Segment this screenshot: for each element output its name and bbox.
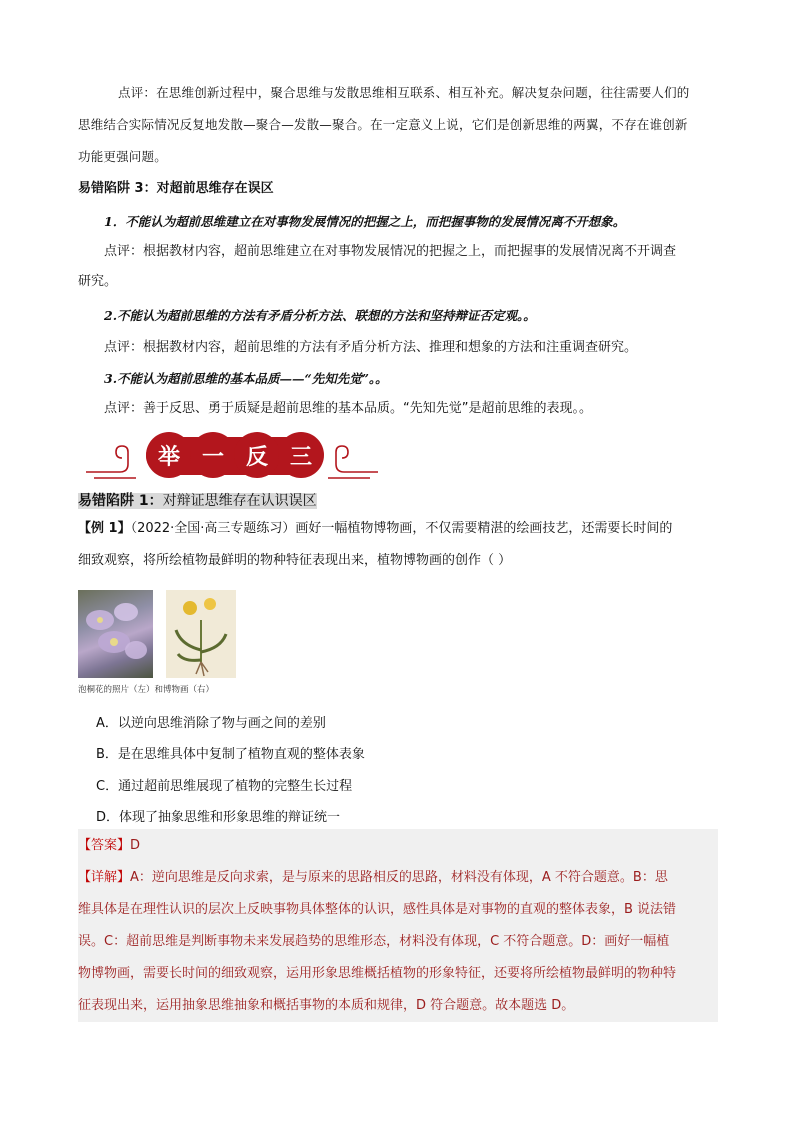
trap3-statement-3: 3.不能认为超前思维的基本品质——“先知先觉”。。 xyxy=(104,371,388,386)
trap3-comment-1a: 点评：根据教材内容，超前思维建立在对事物发展情况的把握之上，而把握事的发展情况离不开调查 xyxy=(104,244,677,259)
trap3-comment-2: 点评：根据教材内容，超前思维的方法有矛盾分析方法、推理和想象的方法和注重调查研究。 xyxy=(104,340,638,355)
option-c: C．通过超前思维展现了植物的完整生长过程 xyxy=(96,779,353,794)
option-a: A．以逆向思维消除了物与画之间的差别 xyxy=(96,716,326,731)
example-line-1-text: （2022·全国·高三专题练习）画好一幅植物博物画，不仅需要精湛的绘画技艺，还需要长时间的 xyxy=(130,521,673,536)
trap3-comment-3: 点评：善于反思、勇于质疑是超前思维的基本品质。“先知先觉”是超前思维的表现。。 xyxy=(104,401,592,416)
intro-line-2: 思维结合实际情况反复地发散—聚合—发散—聚合。在一定意义上说，它们是创新思维的两翼，不存在谁创新 xyxy=(78,117,688,132)
answer-line xyxy=(78,837,718,855)
detail-line-4: 物博物画，需要长时间的细致观察，运用形象思维概括植物的形象特征，还要将所绘植物最鲜明的物种特 xyxy=(78,966,677,981)
example-label: 【例 1】 xyxy=(78,521,131,536)
section-banner xyxy=(84,428,380,488)
trap1-heading xyxy=(78,492,718,510)
detail-line-1-text: A：逆向思维是反向求索，是与原来的思路相反的思路，材料没有体现，A 不符合题意。B：思 xyxy=(130,870,668,885)
intro-line-3: 功能更强问题。 xyxy=(78,149,167,164)
example-line-1 xyxy=(78,520,718,538)
trap1-heading-prefix: 易错陷阱 1： xyxy=(78,493,163,509)
detail-line-5: 征表现出来，运用抽象思维抽象和概括事物的本质和规律，D 符合题意。故本题选 D。 xyxy=(78,998,575,1013)
trap3-heading: 易错陷阱 3：对超前思维存在误区 xyxy=(78,181,274,196)
banner-char-2: 一 xyxy=(190,432,236,478)
answer-box xyxy=(78,829,718,1022)
trap3-statement-2: 2.不能认为超前思维的方法有矛盾分析方法、联想的方法和坚持辩证否定观。。 xyxy=(104,308,536,323)
banner-char-3: 反 xyxy=(234,432,280,478)
banner-char-1: 举 xyxy=(146,432,192,478)
option-d: D．体现了抽象思维和形象思维的辩证统一 xyxy=(96,810,341,825)
detail-line-3: 误。C：超前思维是判断事物未来发展趋势的思维形态，材料没有体现，C 不符合题意。D：画好一幅植 xyxy=(78,934,670,949)
option-b: B．是在思维具体中复制了植物直观的整体表象 xyxy=(96,747,365,762)
detail-line-2: 维具体是在理性认识的层次上反映事物具体整体的认识，感性具体是对事物的直观的整体表象，B 说法错 xyxy=(78,902,677,917)
trap3-comment-1b: 研究。 xyxy=(78,274,118,289)
paulownia-photo xyxy=(78,590,153,678)
detail-line-1 xyxy=(78,869,718,887)
trap1-heading-text: 对辩证思维存在认识误区 xyxy=(162,493,317,509)
intro-line-1: 点评：在思维创新过程中，聚合思维与发散思维相互联系、相互补充。解决复杂问题，往往需要人们的 xyxy=(118,85,690,100)
banner-char-4: 三 xyxy=(278,432,324,478)
example-line-2: 细致观察，将所绘植物最鲜明的物种特征表现出来，植物博物画的创作（ ） xyxy=(78,553,512,568)
trap3-statement-1: 1．不能认为超前思维建立在对事物发展情况的把握之上，而把握事物的发展情况离不开想象。 xyxy=(104,214,626,229)
image-caption: 泡桐花的照片（左）和博物画（右） xyxy=(78,685,215,695)
detail-label: 【详解】 xyxy=(78,870,131,885)
answer-value: D xyxy=(130,838,141,853)
answer-label: 【答案】 xyxy=(78,838,131,853)
botanical-painting xyxy=(166,590,236,678)
